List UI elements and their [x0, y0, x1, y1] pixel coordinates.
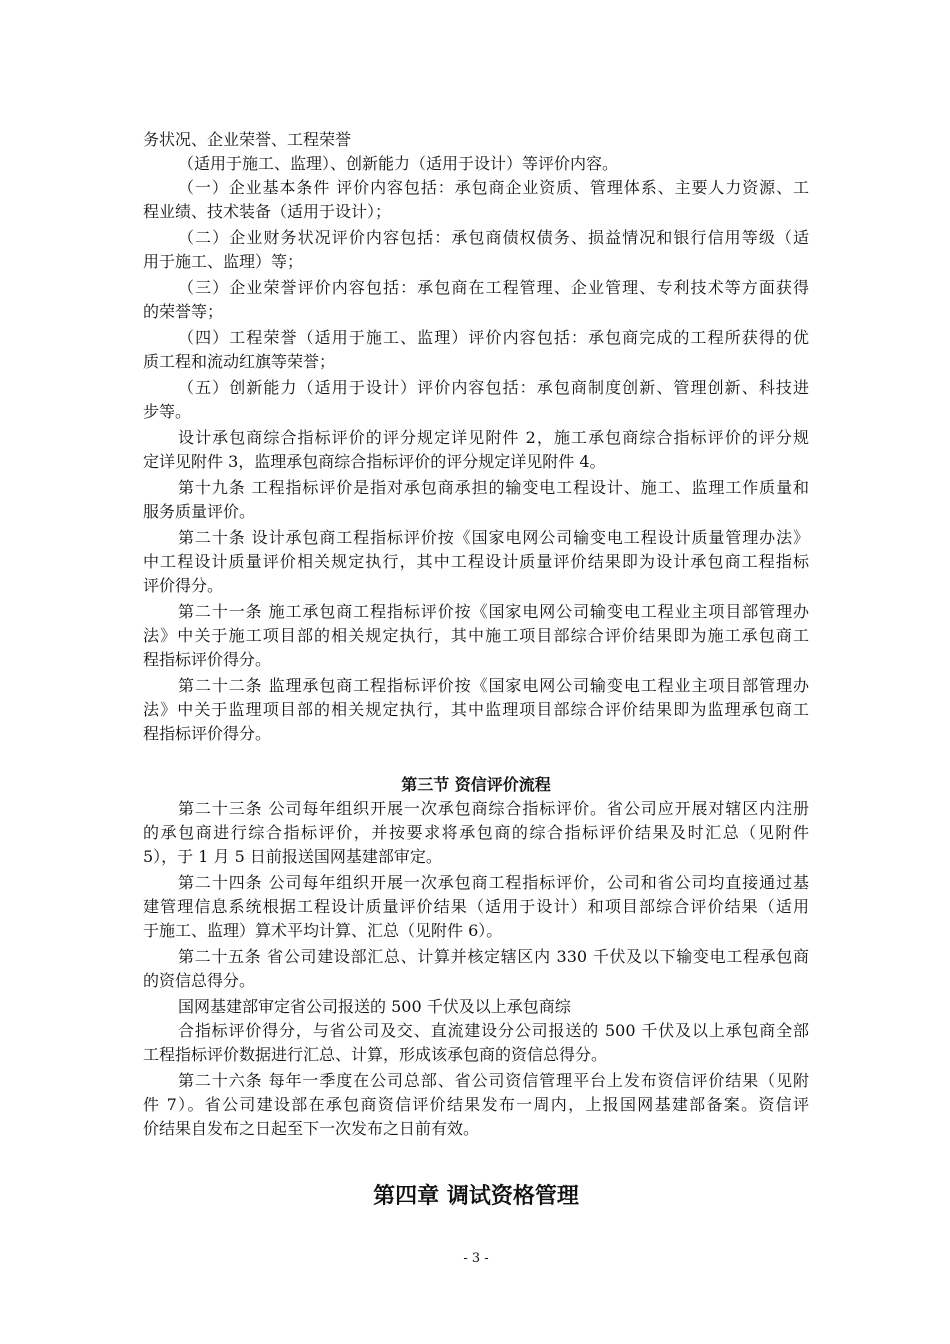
paragraph-line: 务状况、企业荣誉、工程荣誉	[143, 130, 352, 149]
section-title: 第三节 资信评价流程	[401, 775, 551, 794]
paragraph-line: 第十九条 工程指标评价是指对承包商承担的输变电工程设计、施工、监理工作质量和	[178, 478, 809, 497]
paragraph-line: 程指标评价得分。	[143, 724, 272, 743]
paragraph-line: 程指标评价得分。	[143, 650, 272, 669]
paragraph-line: （三）企业荣誉评价内容包括：承包商在工程管理、企业管理、专利技术等方面获得	[178, 278, 809, 297]
paragraph-line: 中工程设计质量评价相关规定执行，其中工程设计质量评价结果即为设计承包商工程指标	[143, 552, 809, 571]
page-number: - 3 -	[463, 1251, 489, 1266]
paragraph-line: 第二十一条 施工承包商工程指标评价按《国家电网公司输变电工程业主项目部管理办	[178, 602, 809, 621]
paragraph-line: （二）企业财务状况评价内容包括：承包商债权债务、损益情况和银行信用等级（适	[178, 228, 809, 247]
paragraph-line: 第二十二条 监理承包商工程指标评价按《国家电网公司输变电工程业主项目部管理办	[178, 676, 809, 695]
paragraph-line: 服务质量评价。	[143, 502, 256, 521]
paragraph-line: 件 7）。省公司建设部在承包商资信评价结果发布一周内，上报国网基建部备案。资信评	[143, 1095, 809, 1114]
paragraph-line: 5），于 1 月 5 日前报送国网基建部审定。	[143, 847, 442, 866]
paragraph-line: 国网基建部审定省公司报送的 500 千伏及以上承包商综	[178, 997, 571, 1016]
paragraph-line: 第二十五条 省公司建设部汇总、计算并核定辖区内 330 千伏及以下输变电工程承包商	[178, 947, 809, 966]
paragraph-line: 的资信总得分。	[143, 971, 256, 990]
paragraph-line: 定详见附件 3，监理承包商综合指标评价的评分规定详见附件 4。	[143, 452, 606, 471]
paragraph-line: 步等。	[143, 402, 192, 421]
paragraph-line: （适用于施工、监理）、创新能力（适用于设计）等评价内容。	[178, 154, 619, 173]
paragraph-line: 第二十三条 公司每年组织开展一次承包商综合指标评价。省公司应开展对辖区内注册	[178, 799, 809, 818]
paragraph-line: 的承包商进行综合指标评价，并按要求将承包商的综合指标评价结果及时汇总（见附件	[143, 823, 809, 842]
chapter-title: 第四章 调试资格管理	[373, 1184, 579, 1209]
paragraph-line: 设计承包商综合指标评价的评分规定详见附件 2，施工承包商综合指标评价的评分规	[178, 428, 809, 447]
paragraph-line: 的荣誉等；	[143, 302, 224, 321]
paragraph-line: 用于施工、监理）等；	[143, 252, 304, 271]
paragraph-line: （一）企业基本条件 评价内容包括：承包商企业资质、管理体系、主要人力资源、工	[178, 178, 809, 197]
paragraph-line: 评价得分。	[143, 576, 224, 595]
paragraph-line: 第二十六条 每年一季度在公司总部、省公司资信管理平台上发布资信评价结果（见附	[178, 1071, 809, 1090]
paragraph-line: 法》中关于施工项目部的相关规定执行，其中施工项目部综合评价结果即为施工承包商工	[143, 626, 809, 645]
paragraph-line: 合指标评价得分，与省公司及交、直流建设分公司报送的 500 千伏及以上承包商全部	[178, 1021, 809, 1040]
paragraph-line: 第二十四条 公司每年组织开展一次承包商工程指标评价，公司和省公司均直接通过基	[178, 873, 809, 892]
paragraph-line: 建管理信息系统根据工程设计质量评价结果（适用于设计）和项目部综合评价结果（适用	[143, 897, 809, 916]
paragraph-line: 程业绩、技术装备（适用于设计）；	[143, 202, 392, 221]
paragraph-line: （五）创新能力（适用于设计）评价内容包括：承包商制度创新、管理创新、科技进	[178, 378, 809, 397]
paragraph-line: 价结果自发布之日起至下一次发布之日前有效。	[143, 1119, 480, 1138]
paragraph-line: 第二十条 设计承包商工程指标评价按《国家电网公司输变电工程设计质量管理办法》	[178, 528, 809, 547]
paragraph-line: （四）工程荣誉（适用于施工、监理）评价内容包括：承包商完成的工程所获得的优	[178, 328, 809, 347]
paragraph-line: 质工程和流动红旗等荣誉；	[143, 352, 336, 371]
paragraph-line: 于施工、监理）算术平均计算、汇总（见附件 6）。	[143, 921, 503, 940]
paragraph-line: 工程指标评价数据进行汇总、计算，形成该承包商的资信总得分。	[143, 1045, 608, 1064]
paragraph-line: 法》中关于监理项目部的相关规定执行，其中监理项目部综合评价结果即为监理承包商工	[143, 700, 809, 719]
